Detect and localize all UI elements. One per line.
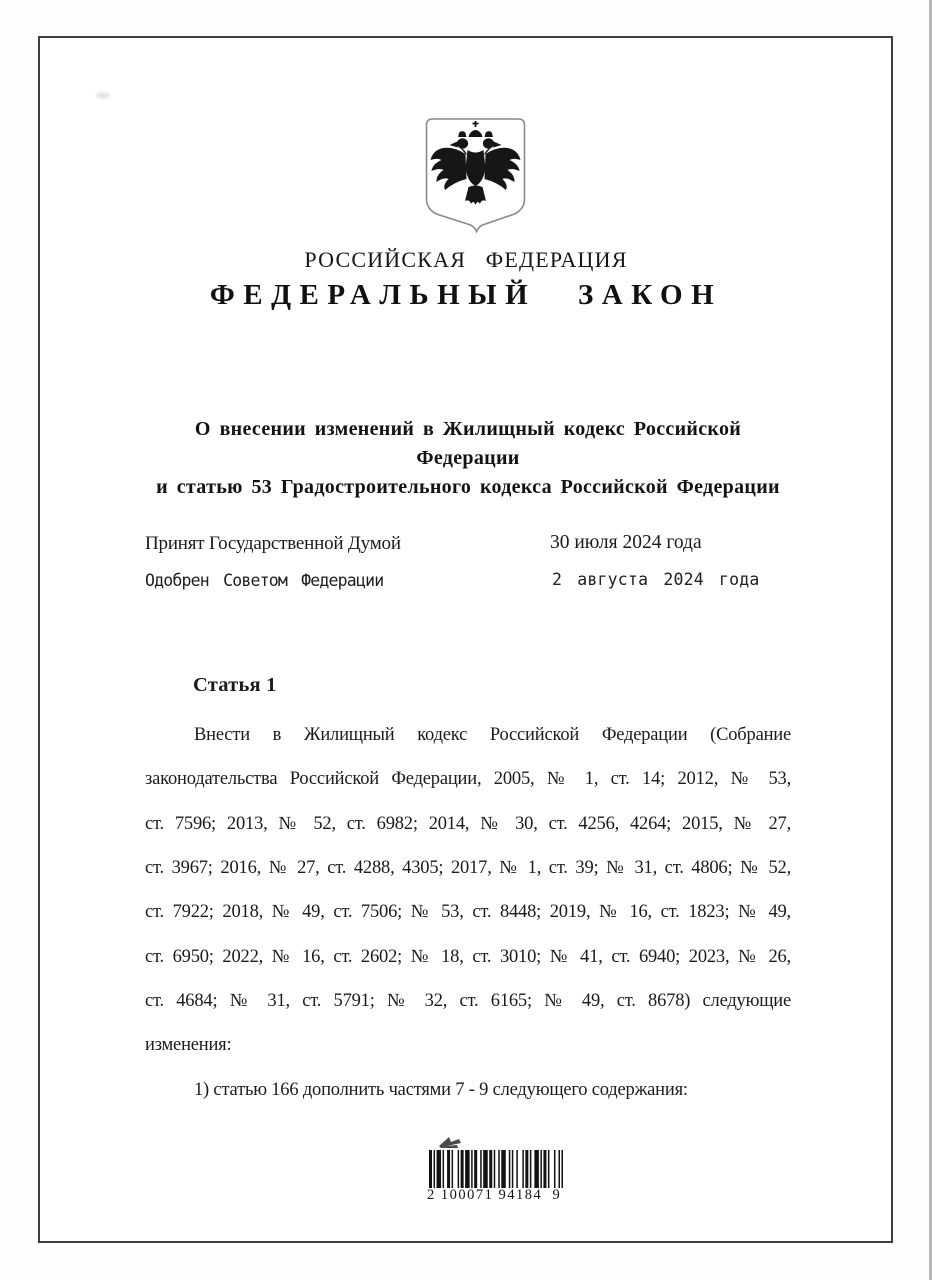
body-text-line: 1) статью 166 дополнить частями 7 - 9 следующего содержания: bbox=[194, 1080, 688, 1100]
law-title-line-2: и статью 53 Градостроительного кодекса Российской Федерации bbox=[156, 476, 780, 498]
barcode-digits: 2 100071 94184 9 bbox=[427, 1187, 562, 1203]
body-text-line: ст. 7922; 2018, № 49, ст. 7506; № 53, ст. 8448; 2019, № 16, ст. 1823; № 49, bbox=[145, 902, 791, 922]
ink-smudge-icon bbox=[433, 1134, 467, 1150]
body-text-line: ст. 6950; 2022, № 16, ст. 2602; № 18, ст. 3010; № 41, ст. 6940; 2023, № 26, bbox=[145, 947, 791, 967]
body-text-line: изменения: bbox=[145, 1035, 232, 1055]
law-title-line-1: О внесении изменений в Жилищный кодекс Российской Федерации bbox=[194, 418, 742, 469]
adopted-by-duma-date: 30 июля 2024 года bbox=[550, 532, 702, 553]
adopted-by-duma-label: Принят Государственной Думой bbox=[145, 533, 401, 554]
body-text-line: ст. 3967; 2016, № 27, ст. 4288, 4305; 2017, № 1, ст. 39; № 31, ст. 4806; № 52, bbox=[145, 858, 791, 878]
barcode-bars bbox=[429, 1150, 566, 1188]
country-heading: РОССИЙСКАЯ ФЕДЕРАЦИЯ bbox=[304, 247, 628, 272]
scan-artifact bbox=[96, 92, 110, 99]
body-text-line: законодательства Российской Федерации, 2005, № 1, ст. 14; 2012, № 53, bbox=[145, 769, 791, 789]
body-text-line: ст. 4684; № 31, ст. 5791; № 32, ст. 6165; № 49, ст. 8678) следующие bbox=[145, 991, 791, 1011]
approved-by-council-date: 2 августа 2024 года bbox=[552, 570, 760, 589]
law-title bbox=[144, 415, 792, 502]
article-1-heading: Статья 1 bbox=[193, 674, 277, 696]
body-text-line: ст. 7596; 2013, № 52, ст. 6982; 2014, № 30, ст. 4256, 4264; 2015, № 27, bbox=[145, 814, 791, 834]
body-text-line: Внести в Жилищный кодекс Российской Федерации (Собрание bbox=[194, 725, 791, 745]
approved-by-council-label: Одобрен Советом Федерации bbox=[145, 571, 384, 590]
barcode bbox=[427, 1134, 572, 1206]
document-type-heading: ФЕДЕРАЛЬНЫЙ ЗАКОН bbox=[209, 279, 723, 311]
russia-coat-of-arms-icon bbox=[423, 116, 528, 234]
